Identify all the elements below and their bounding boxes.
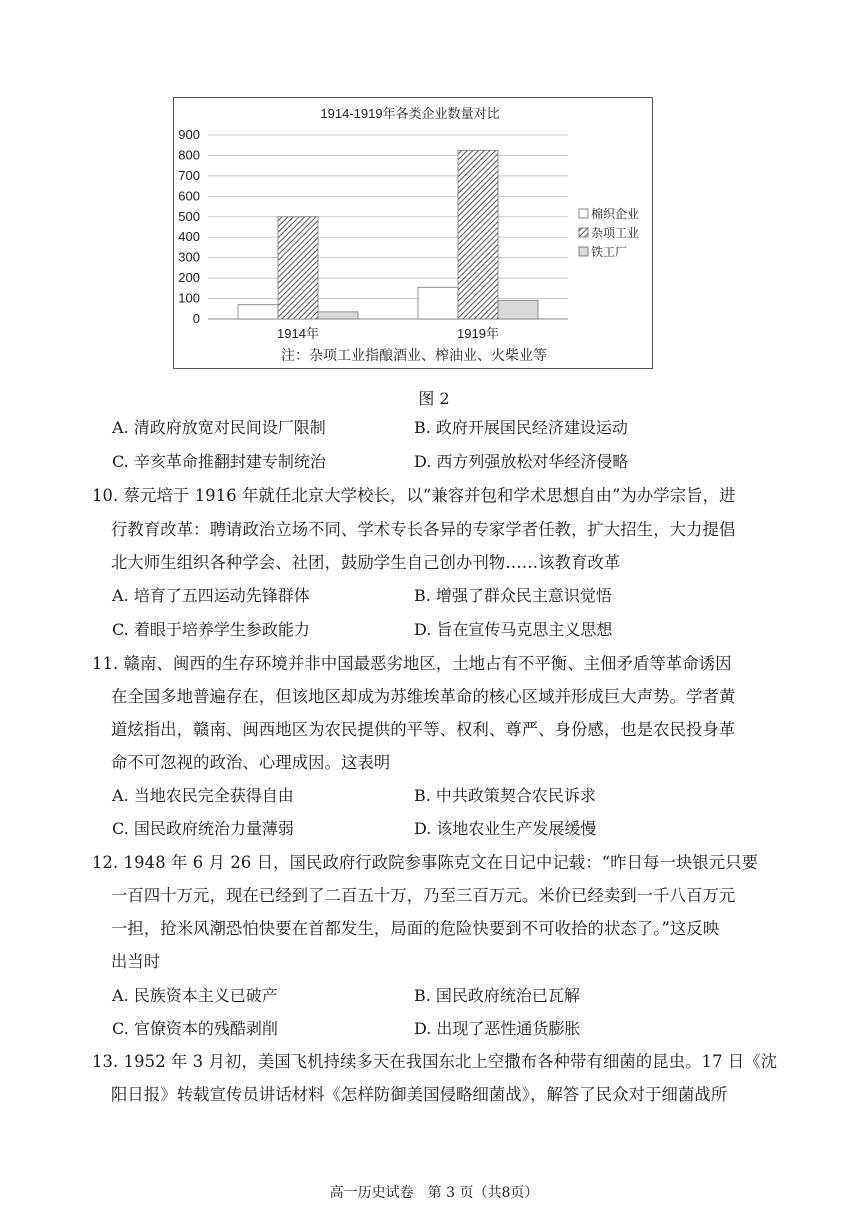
x-tick-label: 1914年 xyxy=(277,326,319,341)
q11-line-2: 在全国多地普遍存在，但该地区却成为苏维埃革命的核心区域并形成巨大声势。学者黄 xyxy=(111,687,736,706)
q12-option-a: A. 民族资本主义已破产 xyxy=(112,986,278,1005)
q11-option-c: C. 国民政府统治力量薄弱 xyxy=(112,819,294,838)
y-tick-label: 800 xyxy=(178,147,200,163)
q11-line-1: 11. 赣南、闽西的生存环境并非中国最恶劣地区，土地占有不平衡、主佃矛盾等革命诱因 xyxy=(92,654,732,673)
y-tick-label: 500 xyxy=(178,208,200,224)
q13-line-1: 13. 1952 年 3 月初，美国飞机持续多天在我国东北上空撒布各种带有细菌的昆虫。17 日《沈 xyxy=(92,1052,778,1071)
bar-铁工厂-1919年 xyxy=(498,301,538,319)
q10-line-1: 10. 蔡元培于 1916 年就任北京大学校长，以“兼容并包和学术思想自由”为办学宗旨，进 xyxy=(92,486,736,505)
x-tick-label: 1919年 xyxy=(457,326,499,341)
page-footer: 高一历史试卷 第 3 页（共8页） xyxy=(329,1185,539,1201)
q10-line-2: 行教育改革：聘请政治立场不同、学术专长各异的专家学者任教，扩大招生，大力提倡 xyxy=(111,520,736,539)
chart-note: 注：杂项工业指酿酒业、榨油业、火柴业等 xyxy=(281,347,547,363)
q11-line-4: 命不可忽视的政治、心理成因。这表明 xyxy=(111,753,391,772)
y-tick-label: 700 xyxy=(178,167,200,183)
q9-option-a: A. 清政府放宽对民间设厂限制 xyxy=(112,418,326,437)
q12-option-d: D. 出现了恶性通货膨胀 xyxy=(414,1019,581,1038)
q9-option-d: D. 西方列强放松对华经济侵略 xyxy=(414,452,629,471)
q12-line-3: 一担，抢米风潮恐怕快要在首都发生，局面的危险快要到不可收拾的状态了。”这反映 xyxy=(111,919,720,938)
legend-label: 铁工厂 xyxy=(591,245,628,259)
y-tick-label: 400 xyxy=(178,229,200,245)
q10-line-3: 北大师生组织各种学会、社团，鼓励学生自己创办刊物……该教育改革 xyxy=(111,553,621,572)
q10-option-b: B. 增强了群众民主意识觉悟 xyxy=(414,586,612,605)
q12-line-2: 一百四十万元，现在已经到了二百五十万，乃至三百万元。米价已经卖到一千八百万元 xyxy=(111,886,736,905)
q12-option-b: B. 国民政府统治已瓦解 xyxy=(414,986,580,1005)
bar-杂项工业-1914年 xyxy=(278,217,318,319)
legend-swatch xyxy=(579,209,588,218)
bar-棉织企业-1914年 xyxy=(238,305,278,319)
q11-option-b: B. 中共政策契合农民诉求 xyxy=(414,786,596,805)
y-tick-label: 900 xyxy=(178,127,200,142)
legend-label: 杂项工业 xyxy=(591,226,640,240)
bar-杂项工业-1919年 xyxy=(458,150,498,319)
q11-line-3: 道炫指出，赣南、闽西地区为农民提供的平等、权利、尊严、身份感，也是农民投身革 xyxy=(111,720,736,739)
legend-swatch xyxy=(579,228,588,237)
q12-line-4: 出当时 xyxy=(111,952,161,971)
y-tick-label: 300 xyxy=(178,249,200,265)
chart-canvas xyxy=(174,98,652,368)
y-tick-label: 0 xyxy=(192,311,200,326)
legend-label: 棉织企业 xyxy=(591,207,640,221)
q9-option-c: C. 辛亥革命推翻封建专制统治 xyxy=(112,452,326,471)
q11-option-a: A. 当地农民完全获得自由 xyxy=(112,786,294,805)
bar-铁工厂-1914年 xyxy=(318,312,358,319)
q12-option-c: C. 官僚资本的残酷剥削 xyxy=(112,1019,278,1038)
q13-line-2: 阳日报》转载宣传员讲话材料《怎样防御美国侵略细菌战》，解答了民众对于细菌战所 xyxy=(111,1085,728,1104)
q9-option-b: B. 政府开展国民经济建设运动 xyxy=(414,418,628,437)
chart-title: 1914-1919年各类企业数量对比 xyxy=(320,106,500,121)
q10-option-a: A. 培育了五四运动先锋群体 xyxy=(112,586,310,605)
y-tick-label: 200 xyxy=(178,270,200,286)
q10-option-c: C. 着眼于培养学生参政能力 xyxy=(112,620,310,639)
figure-caption: 图 2 xyxy=(418,389,450,408)
q11-option-d: D. 该地农业生产发展缓慢 xyxy=(414,819,597,838)
q10-option-d: D. 旨在宣传马克思主义思想 xyxy=(414,620,613,639)
y-tick-label: 600 xyxy=(178,188,200,204)
y-tick-label: 100 xyxy=(178,290,200,306)
q12-line-1: 12. 1948 年 6 月 26 日，国民政府行政院参事陈克文在日记中记载：“昨日每一块银元只要 xyxy=(92,853,759,872)
bar-棉织企业-1919年 xyxy=(418,287,458,319)
bar-chart xyxy=(173,97,653,369)
legend-swatch xyxy=(579,247,588,256)
